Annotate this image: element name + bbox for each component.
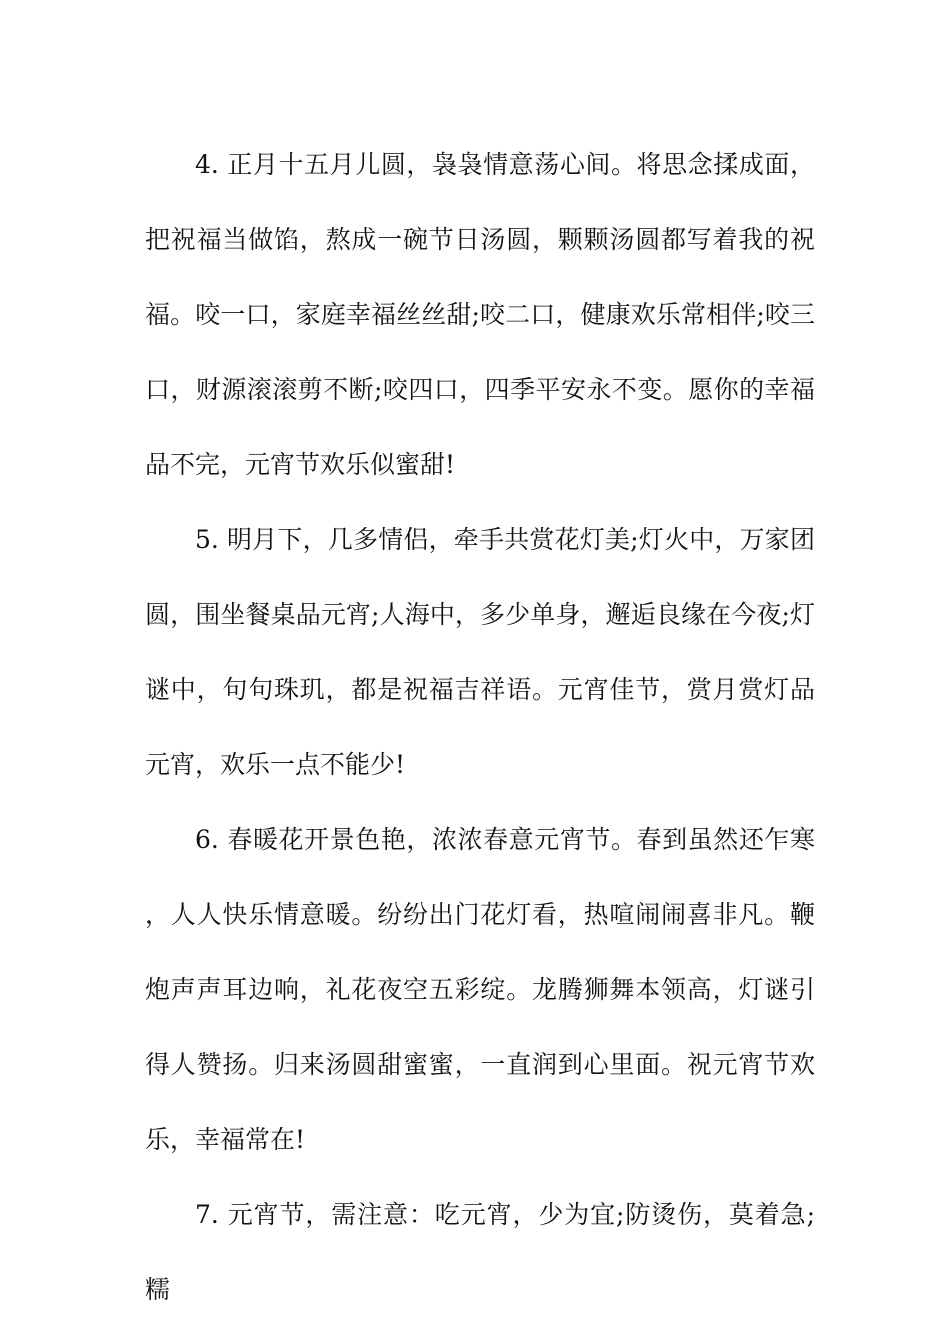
paragraph-7: 7. 元宵节，需注意：吃元宵，少为宜;防烫伤，莫着急;糯 [145, 1200, 815, 1304]
document-body [145, 127, 815, 1327]
paragraph-4: 4. 正月十五月儿圆，袅袅情意荡心间。将思念揉成面，把祝福当做馅，熬成一碗节日汤圆，颗颗汤圆都写着我的祝福。咬一口，家庭幸福丝丝甜;咬二口，健康欢乐常相伴;咬三口，财源滚滚剪不断;咬四口，四季平安永不变。愿你的幸福品不完，元宵节欢乐似蜜甜! [145, 150, 815, 479]
paragraph-6: 6. 春暖花开景色艳，浓浓春意元宵节。春到虽然还乍寒，人人快乐情意暖。纷纷出门花灯看，热喧闹闹喜非凡。鞭炮声声耳边响，礼花夜空五彩绽。龙腾狮舞本领高，灯谜引得人赞扬。归来汤圆甜蜜蜜，一直润到心里面。祝元宵节欢乐，幸福常在! [145, 825, 815, 1154]
paragraph-5: 5. 明月下，几多情侣，牵手共赏花灯美;灯火中，万家团圆，围坐餐桌品元宵;人海中，多少单身，邂逅良缘在今夜;灯谜中，句句珠玑，都是祝福吉祥语。元宵佳节，赏月赏灯品元宵，欢乐一点不能少! [145, 525, 815, 779]
